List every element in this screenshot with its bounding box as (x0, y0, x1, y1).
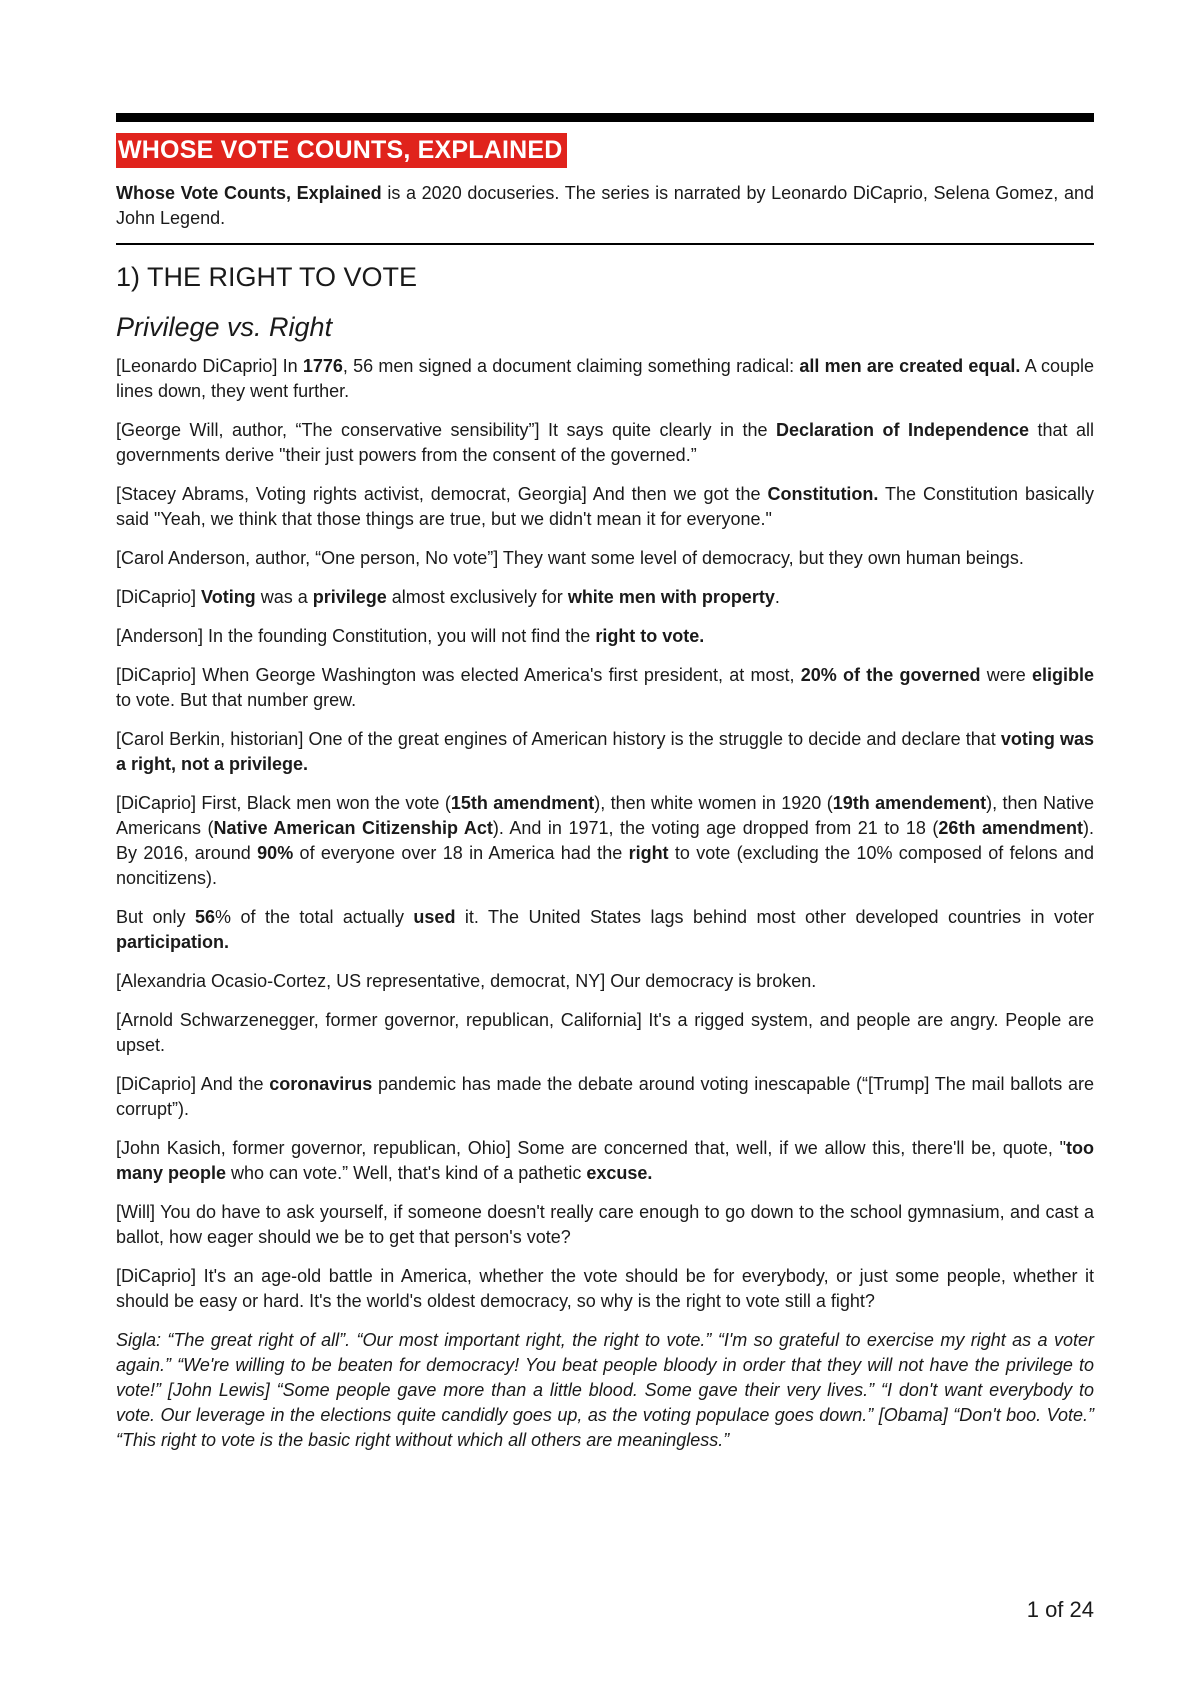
emphasis-text: Declaration of Independence (775, 420, 1029, 440)
paragraph-text: A couple lines down, they went further. (116, 356, 1094, 401)
emphasis-text: voting was a right, not a privilege. (116, 729, 1094, 774)
emphasis-text: 15th amendment (450, 793, 595, 813)
document-title: WHOSE VOTE COUNTS, EXPLAINED (116, 133, 567, 168)
emphasis-text: 20% of the governed (800, 665, 981, 685)
intro-series-name: Whose Vote Counts, Explained (116, 183, 382, 203)
transcript-paragraph (116, 727, 1094, 777)
paragraph-text: of everyone over 18 in America had the (293, 843, 629, 863)
paragraph-text: to vote. But that number grew. (116, 690, 357, 710)
emphasis-text: 26th amendment (938, 818, 1083, 838)
paragraph-text: ), then Native Americans ( (116, 793, 1094, 838)
transcript-paragraph (116, 1136, 1094, 1186)
paragraph-text: that all governments derive "their just powers from the consent of the governed.” (116, 420, 1094, 465)
section-divider (116, 243, 1094, 245)
paragraph-text: were (980, 665, 1032, 685)
emphasis-text: 56 (194, 907, 215, 927)
paragraph-text: [DiCaprio] It's an age-old battle in America, whether the vote should be for everybody, or just some people, whether it should be easy or hard. It's the world's oldest democracy, so why is the right to vote still a fight? (116, 1266, 1094, 1311)
emphasis-text: Voting (201, 587, 256, 607)
sub-heading: Privilege vs. Right (116, 312, 333, 342)
paragraph-text: % of the total actually (215, 907, 414, 927)
sigla-paragraph: Sigla: “The great right of all”. “Our most important right, the right to vote.” “I'm so grateful to exercise my right as a voter again.” “We're willing to be beaten for democracy! You beat people bloody in order that they will not have the privilege to vote!” [John Lewis] “Some people gave more than a little blood. Some gave their very lives.” “I don't want everybody to vote. Our leverage in the elections quite candidly goes up, as the voting populace goes down.” [Obama] “Don't boo. Vote.” “This right to vote is the basic right without which all others are meaningless.” (116, 1330, 1094, 1450)
paragraph-text: But only (116, 907, 195, 927)
paragraph-text: [DiCaprio] And the (116, 1074, 270, 1094)
transcript-paragraph (116, 1264, 1094, 1314)
emphasis-text: Native American Citizenship Act (213, 818, 493, 838)
paragraph-text: [DiCaprio] (116, 587, 202, 607)
paragraph-text: ), then white women in 1920 ( (594, 793, 833, 813)
emphasis-text: all men are created equal. (799, 356, 1021, 376)
paragraph-text: to vote (excluding the 10% composed of felons and noncitizens). (116, 843, 1094, 888)
paragraph-text: pandemic has made the debate around voting inescapable (“[Trump] The mail ballots are corrupt”). (116, 1074, 1094, 1119)
paragraph-text: was a (255, 587, 313, 607)
paragraph-text: [Carol Berkin, historian] One of the great engines of American history is the struggle to decide and declare that (116, 729, 1001, 749)
paragraph-text: [George Will, author, “The conservative sensibility”] It says quite clearly in the (116, 420, 776, 440)
emphasis-text: eligible (1031, 665, 1094, 685)
transcript-paragraph (116, 354, 1094, 404)
transcript-paragraph (116, 418, 1094, 468)
intro-paragraph (116, 181, 1094, 231)
emphasis-text: excuse. (586, 1163, 653, 1183)
emphasis-text: right to vote. (595, 626, 705, 646)
transcript-paragraph (116, 1072, 1094, 1122)
emphasis-text: white men with property (567, 587, 775, 607)
paragraph-text: almost exclusively for (386, 587, 568, 607)
page-content (116, 113, 1094, 1453)
transcript-paragraph (116, 663, 1094, 713)
transcript-paragraph (116, 624, 1094, 649)
paragraph-text: [Carol Anderson, author, “One person, No vote”] They want some level of democracy, but they own human beings. (116, 548, 1024, 568)
paragraph-text: [Alexandria Ocasio-Cortez, US representative, democrat, NY] Our democracy is broken. (116, 971, 817, 991)
transcript-paragraph (116, 969, 1094, 994)
transcript-body (116, 354, 1094, 1314)
paragraph-text: [Anderson] In the founding Constitution, you will not find the (116, 626, 596, 646)
paragraph-text: [John Kasich, former governor, republican, Ohio] Some are concerned that, well, if we allow this, there'll be, quote, " (116, 1138, 1067, 1158)
emphasis-text: 90% (257, 843, 294, 863)
paragraph-text: [DiCaprio] When George Washington was elected America's first president, at most, (116, 665, 801, 685)
paragraph-text: ). And in 1971, the voting age dropped from 21 to 18 ( (492, 818, 939, 838)
emphasis-text: too many people (116, 1138, 1094, 1183)
transcript-paragraph (116, 585, 1094, 610)
paragraph-text: ). By 2016, around (116, 818, 1094, 863)
paragraph-text: [Arnold Schwarzenegger, former governor, republican, California] It's a rigged system, and people are angry. People are upset. (116, 1010, 1094, 1055)
transcript-paragraph (116, 482, 1094, 532)
top-rule (116, 113, 1094, 122)
paragraph-text: . (774, 587, 780, 607)
emphasis-text: coronavirus (269, 1074, 373, 1094)
section-heading: 1) THE RIGHT TO VOTE (116, 262, 418, 292)
emphasis-text: used (413, 907, 456, 927)
paragraph-text: [Stacey Abrams, Voting rights activist, democrat, Georgia] And then we got the (116, 484, 768, 504)
transcript-paragraph (116, 1200, 1094, 1250)
paragraph-text: , 56 men signed a document claiming something radical: (342, 356, 800, 376)
paragraph-text: [Will] You do have to ask yourself, if someone doesn't really care enough to go down to the school gymnasium, and cast a ballot, how eager should we be to get that person's vote? (116, 1202, 1094, 1247)
intro-text: is a 2020 docuseries. The series is narrated by Leonardo DiCaprio, Selena Gomez, and John Legend. (116, 183, 1094, 228)
emphasis-text: privilege (312, 587, 387, 607)
emphasis-text: right (628, 843, 669, 863)
emphasis-text: Constitution. (767, 484, 879, 504)
transcript-paragraph (116, 791, 1094, 891)
emphasis-text: 19th amendement (832, 793, 987, 813)
transcript-paragraph (116, 905, 1094, 955)
page-number: 1 of 24 (1026, 1597, 1094, 1622)
transcript-paragraph (116, 1008, 1094, 1058)
paragraph-text: [DiCaprio] First, Black men won the vote ( (116, 793, 451, 813)
paragraph-text: it. The United States lags behind most other developed countries in voter (455, 907, 1094, 927)
emphasis-text: 1776 (302, 356, 343, 376)
emphasis-text: participation. (116, 932, 230, 952)
paragraph-text: [Leonardo DiCaprio] In (116, 356, 303, 376)
paragraph-text: The Constitution basically said "Yeah, we think that those things are true, but we didn't mean it for everyone." (116, 484, 1094, 529)
paragraph-text: who can vote.” Well, that's kind of a pathetic (226, 1163, 587, 1183)
transcript-paragraph (116, 546, 1094, 571)
